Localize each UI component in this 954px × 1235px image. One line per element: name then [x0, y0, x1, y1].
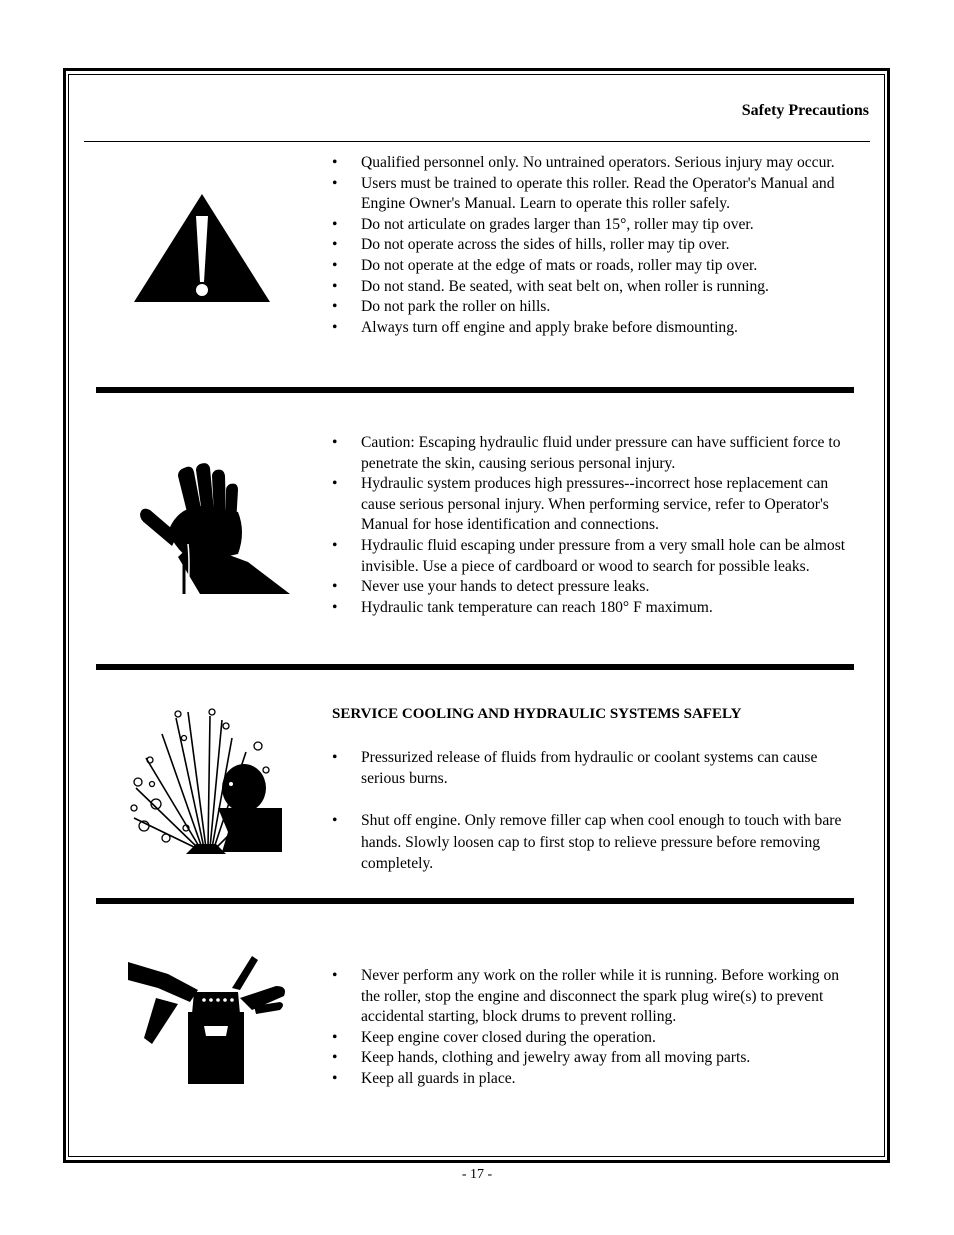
- list-item: • Hydraulic tank temperature can reach 180° F maximum.: [332, 598, 713, 616]
- list-item: • Pressurized release of fluids from hydraulic or coolant systems can cause serious burns.: [332, 749, 818, 787]
- hand-injection-icon: [138, 462, 292, 596]
- list-item: • Do not articulate on grades larger than 15°, roller may tip over.: [332, 215, 754, 233]
- moving-parts-hand-icon: [128, 952, 290, 1086]
- list-item: • Never use your hands to detect pressure leaks.: [332, 578, 650, 596]
- page-number: - 17 -: [461, 1167, 493, 1182]
- section-divider: [96, 664, 854, 670]
- list-item: • Qualified personnel only. No untrained operators. Serious injury may occur.: [332, 154, 835, 171]
- section-3-list: [332, 748, 857, 875]
- list-item: • Always turn off engine and apply brake before dismounting.: [332, 318, 738, 336]
- list-item: • Keep engine cover closed during the operation.: [332, 1028, 656, 1046]
- section-heading: SERVICE COOLING AND HYDRAULIC SYSTEMS SAFELY: [332, 706, 742, 722]
- warning-triangle-icon: [132, 192, 272, 304]
- list-item: • Caution: Escaping hydraulic fluid under pressure can have sufficient force to penetrate the skin, causing serious personal injury.: [332, 434, 841, 472]
- list-item: • Do not operate across the sides of hills, roller may tip over.: [332, 236, 730, 254]
- list-item: • Users must be trained to operate this roller. Read the Operator's Manual and Engine Owner's Manual. Learn to operate this roller safely.: [332, 174, 835, 213]
- section-divider: [96, 898, 854, 904]
- list-item: • Shut off engine. Only remove filler cap when cool enough to touch with bare hands. Slowly loosen cap to first stop to relieve pressure before removing completely.: [332, 812, 842, 873]
- list-item: • Hydraulic fluid escaping under pressure from a very small hole can be almost invisible. Use a piece of cardboard or wood to search for possible leaks.: [332, 536, 846, 575]
- list-item: • Keep all guards in place.: [332, 1069, 516, 1087]
- list-item: • Do not stand. Be seated, with seat belt on, when roller is running.: [332, 277, 769, 295]
- section-2-list: [332, 433, 857, 618]
- list-item: • Do not operate at the edge of mats or roads, roller may tip over.: [332, 256, 758, 274]
- section-divider: [96, 387, 854, 393]
- section-4-list: [332, 966, 857, 1090]
- section-1-list: [332, 153, 857, 338]
- list-item: • Never perform any work on the roller while it is running. Before working on the roller, stop the engine and disconnect the spark plug wire(s) to prevent accidental starting, block drums to prevent rolling.: [332, 967, 840, 1026]
- list-item: • Do not park the roller on hills.: [332, 298, 551, 316]
- list-item: • Hydraulic system produces high pressures--incorrect hose replacement can cause serious personal injury. When performing service, refer to Operator's Manual for hose identification and connections.: [332, 475, 829, 534]
- pressurized-spray-icon: [126, 708, 286, 854]
- header-divider: [84, 141, 870, 142]
- page-title: Safety Precautions: [741, 102, 869, 119]
- list-item: • Keep hands, clothing and jewelry away from all moving parts.: [332, 1049, 751, 1067]
